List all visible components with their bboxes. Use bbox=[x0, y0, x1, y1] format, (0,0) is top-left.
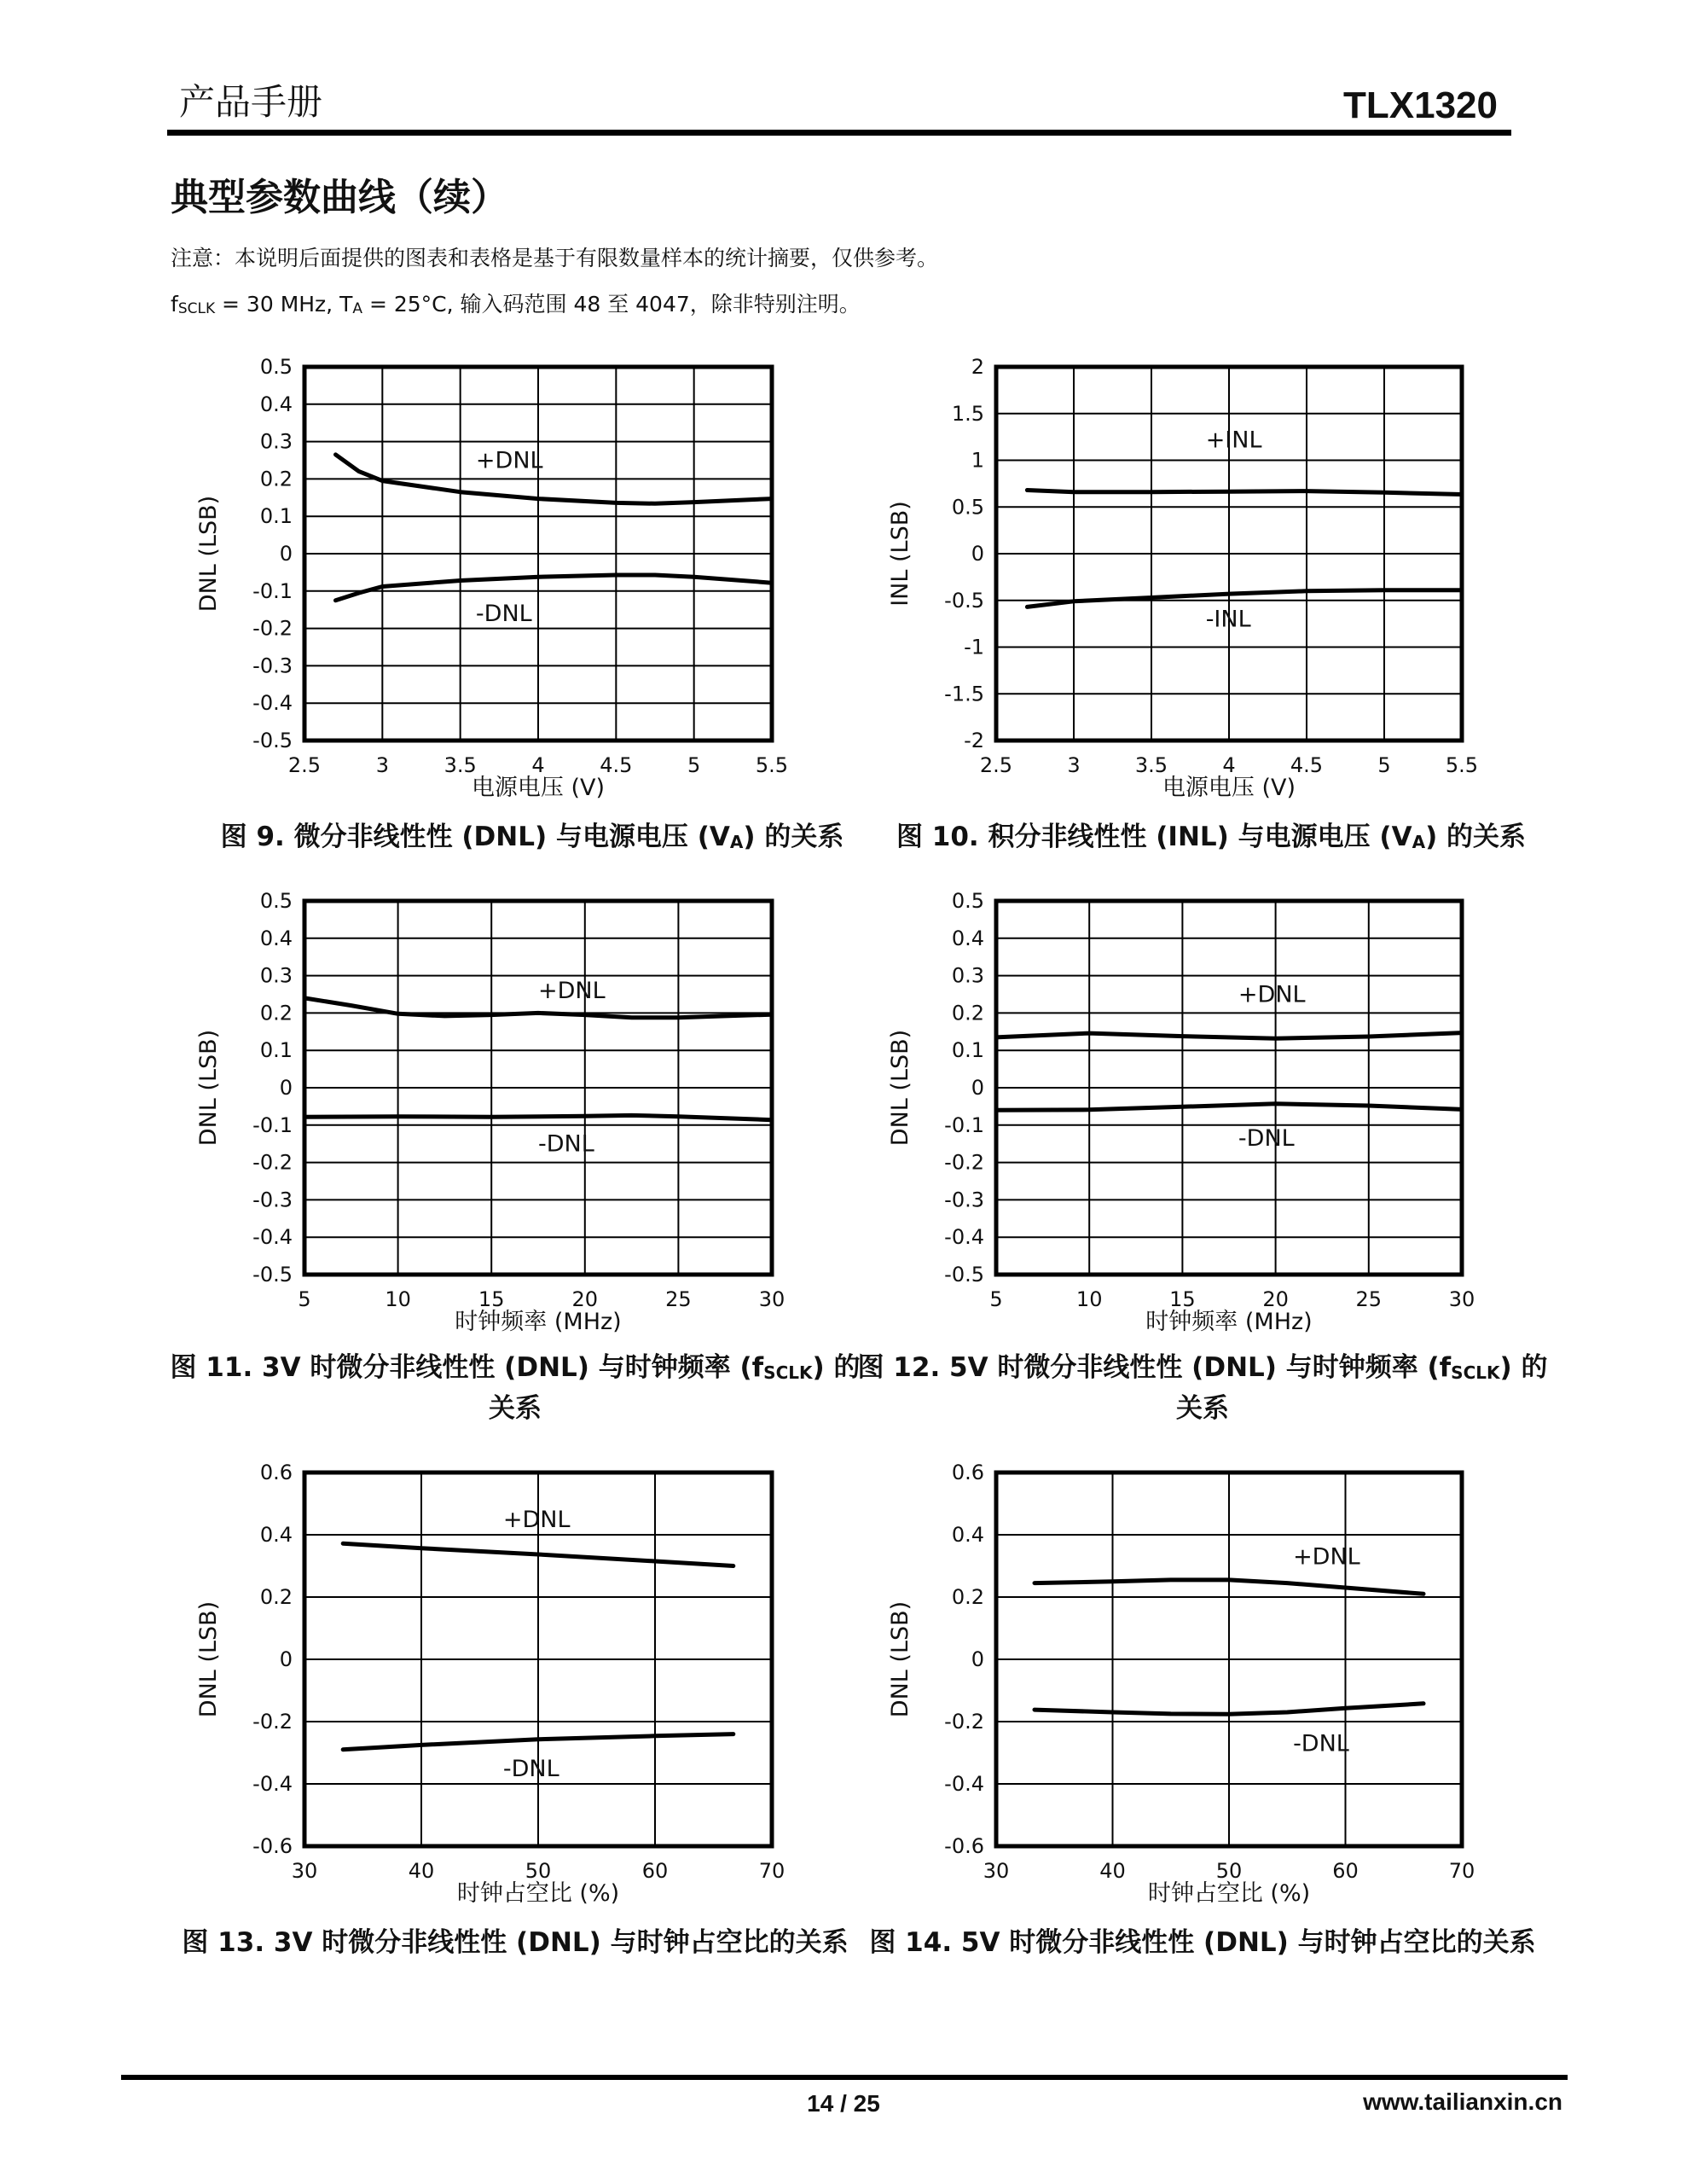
y-tick-label: 0.2 bbox=[259, 467, 293, 491]
caption-fig9-post: ) 的关系 bbox=[743, 822, 844, 852]
curve-label-dnl: -DNL bbox=[475, 601, 532, 628]
x-axis-title: 时钟频率 (MHz) bbox=[1145, 1309, 1313, 1335]
y-tick-label: 0.3 bbox=[951, 963, 984, 988]
y-tick-label: 0.4 bbox=[259, 392, 293, 416]
x-tick-label: 3.5 bbox=[443, 753, 477, 777]
x-tick-label: 15 bbox=[478, 1287, 505, 1311]
caption-fig12-sub: SCLK bbox=[1451, 1362, 1500, 1383]
x-tick-label: 60 bbox=[1332, 1859, 1359, 1883]
y-tick-label: 0.3 bbox=[259, 963, 293, 988]
caption-fig11-line2: 关系 bbox=[489, 1393, 542, 1424]
y-tick-label: -0.3 bbox=[252, 1188, 293, 1212]
y-tick-label: 0.2 bbox=[951, 1001, 984, 1025]
header-part-number: TLX1320 bbox=[1343, 84, 1498, 126]
y-tick-label: 0.4 bbox=[259, 926, 293, 950]
y-tick-label: 1 bbox=[971, 448, 984, 473]
caption-fig11-post: ) 的 bbox=[812, 1352, 861, 1383]
curve-label-dnl: +DNL bbox=[475, 447, 543, 474]
header-product-manual: 产品手册 bbox=[179, 81, 323, 123]
x-tick-label: 3 bbox=[375, 753, 389, 777]
x-tick-label: 2.5 bbox=[287, 753, 322, 777]
y-tick-label: 0.4 bbox=[259, 1523, 293, 1547]
y-axis-title: INL (LSB) bbox=[887, 501, 913, 607]
x-tick-label: 50 bbox=[525, 1859, 552, 1883]
x-tick-label: 5 bbox=[1377, 753, 1391, 777]
caption-fig9-pre: 图 9. 微分非线性性 (DNL) 与电源电压 (V bbox=[220, 822, 730, 852]
y-tick-label: 0 bbox=[279, 1647, 293, 1671]
y-tick-label: 0 bbox=[279, 1076, 293, 1100]
x-axis-title: 电源电压 (V) bbox=[1162, 775, 1296, 801]
y-axis-title: DNL (LSB) bbox=[887, 1600, 913, 1718]
curve-label-inl: -INL bbox=[1205, 606, 1251, 633]
y-axis-title: DNL (LSB) bbox=[195, 1029, 222, 1147]
y-tick-label: 0.4 bbox=[951, 1523, 984, 1547]
x-tick-label: 5 bbox=[687, 753, 701, 777]
x-tick-label: 70 bbox=[758, 1859, 786, 1883]
y-tick-label: 0.1 bbox=[259, 1038, 293, 1063]
y-axis-title: DNL (LSB) bbox=[195, 495, 222, 613]
y-tick-label: -0.2 bbox=[944, 1150, 984, 1175]
x-tick-label: 4.5 bbox=[600, 753, 633, 777]
curve-label-dnl: +DNL bbox=[1238, 981, 1306, 1008]
x-tick-label: 10 bbox=[385, 1287, 411, 1311]
y-tick-label: 0.2 bbox=[259, 1001, 293, 1025]
curve-label-dnl: -DNL bbox=[502, 1755, 559, 1782]
x-tick-label: 30 bbox=[291, 1859, 318, 1883]
y-tick-label: 0.2 bbox=[951, 1585, 984, 1609]
x-tick-label: 20 bbox=[571, 1287, 599, 1311]
x-axis-title: 电源电压 (V) bbox=[471, 775, 606, 801]
note-disclaimer: 注意：本说明后面提供的图表和表格是基于有限数量样本的统计摘要，仅供参考。 bbox=[171, 246, 939, 270]
y-tick-label: 0 bbox=[971, 542, 984, 566]
y-tick-label: 0.2 bbox=[259, 1585, 293, 1609]
caption-fig12-post: ) 的 bbox=[1499, 1352, 1548, 1383]
x-tick-label: 40 bbox=[408, 1859, 435, 1883]
caption-fig11-pre: 图 11. 3V 时微分非线性性 (DNL) 与时钟频率 (f bbox=[170, 1352, 764, 1383]
x-tick-label: 3.5 bbox=[1134, 753, 1168, 777]
x-axis-title: 时钟占空比 (%) bbox=[1147, 1880, 1311, 1907]
note-a-sub: A bbox=[352, 300, 362, 317]
curve-label-dnl: -DNL bbox=[1293, 1730, 1349, 1757]
note-mid: = 30 MHz, T bbox=[215, 292, 353, 317]
x-tick-label: 30 bbox=[1448, 1287, 1475, 1311]
y-tick-label: -0.2 bbox=[944, 1710, 984, 1734]
caption-fig10-sub: A bbox=[1412, 832, 1426, 852]
y-tick-label: -0.6 bbox=[944, 1834, 984, 1858]
y-tick-label: -0.4 bbox=[252, 1772, 293, 1796]
curve-label-dnl: +DNL bbox=[502, 1506, 571, 1533]
x-tick-label: 25 bbox=[665, 1287, 692, 1311]
y-tick-label: -0.5 bbox=[252, 729, 293, 752]
y-tick-label: -1 bbox=[964, 635, 984, 659]
footer-rule bbox=[121, 2075, 1568, 2080]
note-rest: = 25°C, 输入码范围 48 至 4047，除非特别注明。 bbox=[362, 292, 861, 317]
x-tick-label: 3 bbox=[1067, 753, 1081, 777]
x-tick-label: 30 bbox=[983, 1859, 1010, 1883]
caption-fig11-sub: SCLK bbox=[763, 1362, 813, 1383]
y-tick-label: 2 bbox=[971, 355, 984, 379]
x-tick-label: 4 bbox=[1222, 753, 1236, 777]
y-tick-label: -0.3 bbox=[944, 1188, 984, 1212]
y-tick-label: -0.1 bbox=[944, 1112, 984, 1137]
y-tick-label: -0.4 bbox=[252, 1225, 293, 1250]
curve-label-inl: +INL bbox=[1205, 427, 1262, 454]
x-tick-label: 5.5 bbox=[755, 753, 789, 777]
caption-fig13: 图 13. 3V 时微分非线性性 (DNL) 与时钟占空比的关系 bbox=[182, 1927, 849, 1958]
curve-label-dnl: -DNL bbox=[1238, 1125, 1295, 1153]
x-tick-label: 10 bbox=[1075, 1287, 1103, 1311]
y-tick-label: -0.2 bbox=[252, 1150, 293, 1175]
x-tick-label: 30 bbox=[758, 1287, 786, 1311]
x-tick-label: 5 bbox=[989, 1287, 1003, 1311]
y-tick-label: 0.5 bbox=[951, 495, 984, 520]
y-tick-label: -0.4 bbox=[944, 1772, 984, 1796]
y-tick-label: -2 bbox=[964, 729, 984, 752]
y-tick-label: 0.3 bbox=[259, 429, 293, 454]
footer-website: www.tailianxin.cn bbox=[1363, 2088, 1562, 2115]
caption-fig9-sub: A bbox=[729, 832, 744, 852]
y-tick-label: 0.6 bbox=[259, 1461, 293, 1484]
caption-fig9 bbox=[183, 819, 882, 860]
y-axis-title: DNL (LSB) bbox=[195, 1600, 222, 1718]
y-tick-label: 0.1 bbox=[951, 1038, 984, 1063]
caption-fig10-pre: 图 10. 积分非线性性 (INL) 与电源电压 (V bbox=[896, 822, 1412, 852]
x-tick-label: 25 bbox=[1355, 1287, 1383, 1311]
note-sclk-sub: SCLK bbox=[177, 300, 216, 317]
y-tick-label: -0.1 bbox=[252, 578, 293, 603]
x-axis-title: 时钟频率 (MHz) bbox=[455, 1309, 622, 1335]
curve-label-dnl: +DNL bbox=[538, 978, 606, 1005]
y-tick-label: 0.1 bbox=[259, 504, 293, 529]
y-tick-label: -0.2 bbox=[252, 1710, 293, 1734]
y-tick-label: -1.5 bbox=[944, 682, 984, 706]
y-tick-label: 0.5 bbox=[951, 889, 984, 913]
y-tick-label: 1.5 bbox=[951, 401, 984, 426]
x-tick-label: 5.5 bbox=[1445, 753, 1479, 777]
x-tick-label: 40 bbox=[1099, 1859, 1126, 1883]
y-tick-label: -0.2 bbox=[252, 616, 293, 641]
x-tick-label: 60 bbox=[641, 1859, 669, 1883]
section-title: 典型参数曲线（续） bbox=[171, 176, 508, 219]
x-tick-label: 70 bbox=[1448, 1859, 1475, 1883]
caption-fig12-pre: 图 12. 5V 时微分非线性性 (DNL) 与时钟频率 (f bbox=[857, 1352, 1452, 1383]
caption-fig12-line2: 关系 bbox=[1176, 1393, 1229, 1424]
y-tick-label: -0.4 bbox=[252, 691, 293, 716]
caption-fig14: 图 14. 5V 时微分非线性性 (DNL) 与时钟占空比的关系 bbox=[869, 1927, 1536, 1958]
x-tick-label: 50 bbox=[1215, 1859, 1243, 1883]
x-tick-label: 15 bbox=[1169, 1287, 1196, 1311]
curve-label-dnl: -DNL bbox=[538, 1130, 594, 1158]
y-tick-label: 0 bbox=[971, 1647, 984, 1671]
y-tick-label: -0.1 bbox=[252, 1112, 293, 1137]
x-tick-label: 2.5 bbox=[979, 753, 1013, 777]
y-axis-title: DNL (LSB) bbox=[887, 1029, 913, 1147]
y-tick-label: 0.5 bbox=[259, 355, 293, 379]
y-tick-label: -0.3 bbox=[252, 653, 293, 678]
y-tick-label: -0.6 bbox=[252, 1834, 293, 1858]
x-tick-label: 5 bbox=[298, 1287, 311, 1311]
y-tick-label: -0.5 bbox=[944, 588, 984, 613]
caption-fig10 bbox=[861, 819, 1561, 860]
y-tick-label: 0 bbox=[971, 1076, 984, 1100]
y-tick-label: 0.4 bbox=[951, 926, 984, 950]
x-tick-label: 4.5 bbox=[1290, 753, 1324, 777]
y-tick-label: -0.4 bbox=[944, 1225, 984, 1250]
note-f: f bbox=[171, 292, 178, 317]
y-tick-label: -0.5 bbox=[252, 1263, 293, 1287]
y-tick-label: 0 bbox=[279, 542, 293, 566]
curve-label-dnl: +DNL bbox=[1293, 1543, 1360, 1571]
x-axis-title: 时钟占空比 (%) bbox=[456, 1880, 620, 1907]
caption-fig12 bbox=[853, 1350, 1552, 1426]
page-number: 14 / 25 bbox=[807, 2090, 880, 2117]
x-tick-label: 20 bbox=[1262, 1287, 1289, 1311]
y-tick-label: 0.6 bbox=[951, 1461, 984, 1484]
caption-fig10-post: ) 的关系 bbox=[1425, 822, 1527, 852]
x-tick-label: 4 bbox=[531, 753, 545, 777]
caption-fig11 bbox=[165, 1350, 865, 1426]
y-tick-label: -0.5 bbox=[944, 1263, 984, 1287]
y-tick-label: 0.5 bbox=[259, 889, 293, 913]
